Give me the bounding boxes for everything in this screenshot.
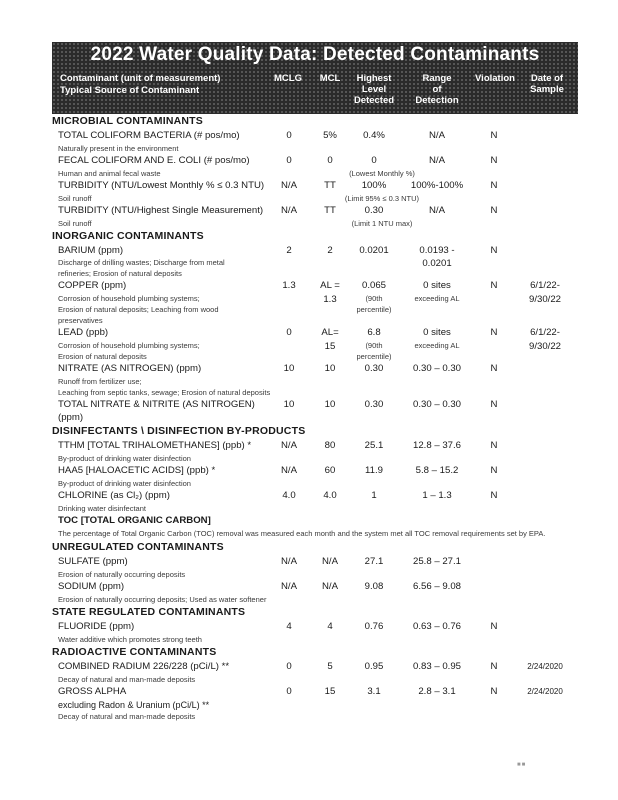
source-line	[52, 258, 578, 268]
contaminant-name: SULFATE (ppm)	[58, 556, 128, 567]
violation-value: N	[490, 490, 498, 501]
source-line	[52, 569, 578, 580]
highest-level-note: (90th	[365, 294, 383, 303]
range-value: 0 sites	[423, 280, 451, 291]
toc-note: The percentage of Total Organic Carbon (TOC) removal was measured each month and the system met all TOC removal requirements set by EPA.	[58, 529, 546, 538]
source-line	[52, 315, 578, 326]
mcl-value: 5%	[323, 130, 337, 141]
contaminant-name: TOTAL COLIFORM BACTERIA (# pos/mo)	[58, 130, 240, 141]
table-row	[52, 204, 578, 218]
source-text: Water additive which promotes strong teeth	[58, 635, 202, 644]
source-line	[52, 674, 578, 685]
violation-value: N	[490, 399, 498, 410]
range-value: 2.8 – 3.1	[418, 686, 456, 697]
contaminant-name: TTHM [TOTAL TRIHALOMETHANES] (ppb) *	[58, 440, 252, 451]
highest-level-value: 0.76	[364, 621, 384, 632]
page-mark: ■■	[517, 762, 527, 768]
sample-date: 2/24/2020	[527, 662, 563, 671]
table-row	[52, 555, 578, 569]
mclg-value: 0	[286, 130, 292, 141]
contaminant-name-continued: (ppm)	[58, 412, 84, 423]
mcl-value: 2	[327, 245, 333, 256]
mcl-value: N/A	[322, 581, 338, 592]
highest-level-value: 3.1	[367, 686, 381, 697]
range-value: N/A	[429, 155, 445, 166]
source-line	[52, 634, 578, 645]
contaminant-name: TURBIDITY (NTU/Highest Single Measurement)	[58, 205, 264, 216]
highest-level-value: 6.8	[367, 327, 381, 338]
source-text: Drinking water disinfectant	[58, 504, 146, 513]
source-text: Decay of natural and man-made deposits	[58, 675, 196, 684]
table-row	[52, 362, 578, 376]
table-row	[52, 179, 578, 193]
mcl-value: 15	[324, 686, 336, 697]
table-row	[52, 326, 578, 340]
violation-value: N	[490, 621, 498, 632]
header-source: Typical Source of Contaminant	[60, 85, 200, 96]
highest-level-value: 27.1	[364, 556, 384, 567]
highest-level-value: 1	[371, 490, 377, 501]
section-heading: RADIOACTIVE CONTAMINANTS	[52, 646, 217, 658]
table-row	[52, 580, 578, 594]
sample-date: 6/1/22-	[530, 280, 560, 291]
header-date: Date of Sample	[530, 73, 564, 95]
source-text: Soil runoff	[58, 194, 92, 203]
highest-level-value: 25.1	[364, 440, 384, 451]
highest-level-value: 100%	[361, 180, 387, 191]
table-row	[52, 398, 578, 412]
mcl-value: 10	[324, 399, 336, 410]
mclg-value: N/A	[281, 205, 297, 216]
sample-date: 6/1/22-	[530, 327, 560, 338]
contaminant-name: TOC [TOTAL ORGANIC CARBON]	[58, 515, 211, 526]
source-text: Runoff from fertilizer use;	[58, 377, 142, 386]
sample-date-continued: 9/30/22	[528, 341, 561, 352]
highest-level-note: percentile)	[356, 352, 392, 361]
section-heading: INORGANIC CONTAMINANTS	[52, 230, 204, 242]
contaminant-name: COPPER (ppm)	[58, 280, 127, 291]
violation-value: N	[490, 280, 498, 291]
source-text: Discharge of drilling wastes; Discharge from metal	[58, 258, 225, 267]
source-text: refineries; Erosion of natural deposits	[58, 269, 182, 278]
table-row	[52, 489, 578, 503]
table-row	[52, 129, 578, 143]
contaminant-name: HAA5 [HALOACETIC ACIDS] (ppb) *	[58, 465, 216, 476]
contaminant-name: TOTAL NITRATE & NITRITE (AS NITROGEN)	[58, 399, 255, 410]
table-row	[52, 660, 578, 674]
mcl-value: 10	[324, 363, 336, 374]
mcl-value: 60	[324, 465, 336, 476]
table-row	[52, 514, 578, 528]
source-line	[52, 594, 578, 605]
violation-value: N	[490, 465, 498, 476]
mclg-value: 4.0	[282, 490, 296, 501]
header-violation: Violation	[475, 73, 515, 84]
table-row-continued	[52, 412, 578, 424]
source-line	[52, 453, 578, 464]
contaminant-name: NITRATE (AS NITROGEN) (ppm)	[58, 363, 202, 374]
mclg-value: N/A	[281, 581, 297, 592]
range-value: 0.83 – 0.95	[412, 661, 461, 672]
source-text: Leaching from septic tanks, sewage; Erosion of natural deposits	[58, 388, 271, 397]
source-text: Corrosion of household plumbing systems;	[58, 341, 200, 350]
range-value: 12.8 – 37.6	[412, 440, 461, 451]
range-value: 0.63 – 0.76	[412, 621, 461, 632]
source-line	[52, 293, 578, 304]
limit-note: (Lowest Monthly %)	[349, 169, 415, 178]
range-value: 100%-100%	[410, 180, 464, 191]
violation-value: N	[490, 155, 498, 166]
source-line	[52, 711, 578, 722]
mcl-value: TT	[324, 205, 336, 216]
highest-level-value: 9.08	[364, 581, 384, 592]
section-heading: STATE REGULATED CONTAMINANTS	[52, 606, 246, 618]
limit-note: (Limit 1 NTU max)	[351, 219, 413, 228]
table-body	[52, 114, 578, 722]
source-text: Decay of natural and man-made deposits	[58, 712, 196, 721]
mclg-value: 10	[283, 363, 295, 374]
section-heading: UNREGULATED CONTAMINANTS	[52, 541, 224, 553]
source-line	[52, 478, 578, 489]
mclg-value: 2	[286, 245, 292, 256]
source-text: Naturally present in the environment	[58, 144, 179, 153]
contaminant-name: TURBIDITY (NTU/Lowest Monthly % ≤ 0.3 NTU)	[58, 180, 265, 191]
violation-value: N	[490, 440, 498, 451]
range-value: 0.30 – 0.30	[412, 363, 461, 374]
range-value: 5.8 – 15.2	[415, 465, 459, 476]
contaminant-name: BARIUM (ppm)	[58, 245, 124, 256]
violation-value: N	[490, 363, 498, 374]
sample-date-continued: 9/30/22	[528, 294, 561, 305]
source-text: Human and animal fecal waste	[58, 169, 161, 178]
violation-value: N	[490, 661, 498, 672]
highest-level-value: 0.4%	[363, 130, 385, 141]
table-row	[52, 154, 578, 168]
table-header	[52, 42, 578, 114]
page-title: 2022 Water Quality Data: Detected Contaminants	[90, 44, 540, 65]
highest-level-value: 0.30	[364, 363, 384, 374]
water-quality-table	[52, 42, 578, 722]
source-line	[52, 351, 578, 362]
mcl-value: N/A	[322, 556, 338, 567]
mclg-value: 0	[286, 686, 292, 697]
range-value: 0.30 – 0.30	[412, 399, 461, 410]
source-line	[52, 193, 578, 204]
mcl-value: 4.0	[323, 490, 337, 501]
source-text: Erosion of natural deposits	[58, 352, 147, 361]
table-row	[52, 439, 578, 453]
source-text: Erosion of naturally occurring deposits; Used as water softener	[58, 595, 267, 604]
range-value-continued: 0.0201	[422, 258, 452, 269]
mclg-value: 10	[283, 399, 295, 410]
mcl-value: TT	[324, 180, 336, 191]
mclg-value: N/A	[281, 465, 297, 476]
mcl-value: 80	[324, 440, 336, 451]
source-line	[52, 268, 578, 279]
source-line	[52, 143, 578, 154]
contaminant-name: FECAL COLIFORM AND E. COLI (# pos/mo)	[58, 155, 250, 166]
source-text: By-product of drinking water disinfection	[58, 454, 191, 463]
contaminant-name: FLUORIDE (ppm)	[58, 621, 135, 632]
mclg-value: 4	[286, 621, 292, 632]
range-value: N/A	[429, 205, 445, 216]
violation-value: N	[490, 245, 498, 256]
highest-level-value: 0	[371, 155, 377, 166]
range-value: 6.56 – 9.08	[412, 581, 461, 592]
limit-note: (Limit 95% ≤ 0.3 NTU)	[344, 194, 420, 203]
highest-level-value: 0.95	[364, 661, 384, 672]
header-range: Range of Detection	[415, 73, 459, 106]
source-text: By-product of drinking water disinfection	[58, 479, 191, 488]
source-line	[52, 503, 578, 514]
section-heading: DISINFECTANTS \ DISINFECTION BY-PRODUCTS	[52, 425, 306, 437]
highest-level-value: 0.30	[364, 399, 384, 410]
mcl-value-continued: 15	[324, 341, 336, 352]
contaminant-name: COMBINED RADIUM 226/228 (pCi/L) **	[58, 661, 230, 672]
header-mcl: MCL	[319, 73, 341, 84]
source-text: Erosion of naturally occurring deposits	[58, 570, 186, 579]
contaminant-name-continued: excluding Radon & Uranium (pCi/L) **	[58, 700, 210, 710]
table-row	[52, 244, 578, 258]
violation-value: N	[490, 327, 498, 338]
highest-level-value: 11.9	[365, 465, 383, 476]
highest-level-value: 0.30	[364, 205, 384, 216]
range-value: 1 – 1.3	[422, 490, 452, 501]
violation-value: N	[490, 205, 498, 216]
source-text: preservatives	[58, 316, 103, 325]
contaminant-name: SODIUM (ppm)	[58, 581, 125, 592]
violation-value: N	[490, 686, 498, 697]
source-text: Corrosion of household plumbing systems;	[58, 294, 200, 303]
range-note: exceeding AL	[414, 294, 460, 303]
contaminant-name: CHLORINE (as Cl₂) (ppm)	[58, 490, 170, 501]
mcl-value: 4	[327, 621, 333, 632]
range-value: 0.0193 -	[419, 245, 455, 256]
mcl-value-continued: 1.3	[323, 294, 337, 305]
mclg-value: N/A	[281, 440, 297, 451]
source-text: Soil runoff	[58, 219, 92, 228]
mclg-value: 0	[286, 327, 292, 338]
highest-level-value: 0.065	[361, 280, 386, 291]
source-line	[52, 340, 578, 351]
violation-value: N	[490, 180, 498, 191]
mclg-value: 0	[286, 155, 292, 166]
mcl-value: 0	[327, 155, 333, 166]
source-line	[52, 168, 578, 179]
highest-level-note: (90th	[365, 341, 383, 350]
range-note: exceeding AL	[414, 341, 460, 350]
table-row	[52, 464, 578, 478]
mcl-value: 5	[327, 661, 333, 672]
source-line	[52, 387, 578, 398]
range-value: 0 sites	[423, 327, 451, 338]
source-line	[52, 376, 578, 387]
mclg-value: 0	[286, 661, 292, 672]
header-mclg: MCLG	[274, 73, 302, 84]
table-row	[52, 279, 578, 293]
mclg-value: N/A	[281, 556, 297, 567]
sample-date: 2/24/2020	[527, 687, 563, 696]
source-text: Erosion of natural deposits; Leaching from wood	[58, 305, 219, 314]
header-contaminant: Contaminant (unit of measurement)	[60, 73, 221, 84]
highest-level-value: 0.0201	[359, 245, 389, 256]
contaminant-name: LEAD (ppb)	[58, 327, 109, 338]
range-value: N/A	[429, 130, 445, 141]
source-line	[52, 304, 578, 315]
highest-level-note: percentile)	[356, 305, 392, 314]
table-row	[52, 685, 578, 699]
header-highest-level: Highest Level Detected	[353, 73, 395, 106]
mcl-value: AL =	[320, 280, 340, 291]
range-value: 25.8 – 27.1	[412, 556, 461, 567]
contaminant-name: GROSS ALPHA	[58, 686, 127, 697]
violation-value: N	[490, 130, 498, 141]
source-line	[52, 218, 578, 229]
table-row	[52, 620, 578, 634]
section-heading: MICROBIAL CONTAMINANTS	[52, 115, 204, 127]
table-row-continued	[52, 699, 578, 711]
mclg-value: 1.3	[282, 280, 296, 291]
mcl-value: AL=	[321, 327, 339, 338]
mclg-value: N/A	[281, 180, 297, 191]
